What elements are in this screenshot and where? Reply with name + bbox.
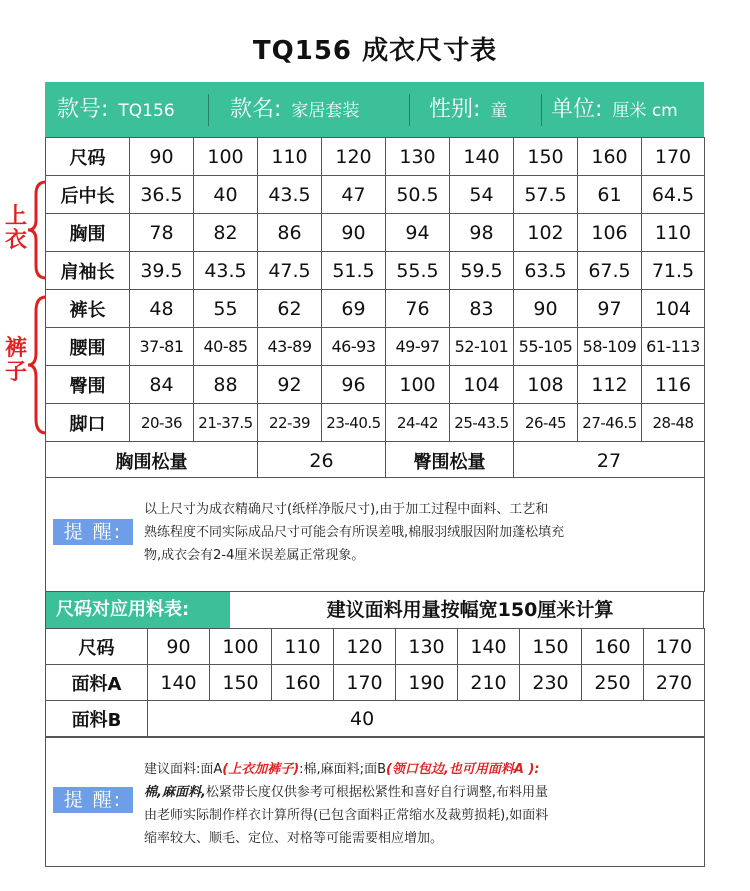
table-cell: 108 [514, 366, 578, 404]
header-divider [208, 94, 209, 126]
table-cell: 50.5 [386, 176, 450, 214]
size-cell: 100 [194, 138, 258, 176]
table-row [46, 290, 705, 328]
table-cell: 61 [578, 176, 642, 214]
table-cell: 40 [194, 176, 258, 214]
size-cell: 130 [386, 138, 450, 176]
table-cell: 150 [210, 665, 272, 701]
text-run: :棉,麻面料;面B [299, 762, 386, 777]
table-cell: 49-97 [386, 328, 450, 366]
fabric-b-label: 面料B [46, 701, 148, 737]
size-cell: 140 [458, 629, 520, 665]
table-cell: 100 [386, 366, 450, 404]
table-cell: 43.5 [194, 252, 258, 290]
fabric-size-row [46, 629, 705, 665]
ease-hip-label: 臀围松量 [386, 442, 514, 480]
row-label: 臀围 [46, 366, 130, 404]
table-row [46, 252, 705, 290]
fabric-a-row [46, 665, 705, 701]
size-table [45, 137, 705, 480]
reminder-box [45, 477, 705, 592]
ease-chest-value: 26 [258, 442, 386, 480]
fabric-usage-tag: 尺码对应用料表: [46, 592, 230, 628]
table-cell: 71.5 [642, 252, 705, 290]
style-no-field [57, 82, 175, 138]
reminder-line [144, 781, 699, 804]
table-cell: 88 [194, 366, 258, 404]
size-cell: 140 [450, 138, 514, 176]
style-name-label: 款名: [230, 97, 282, 122]
reminder-line [144, 758, 699, 781]
table-cell: 40-85 [194, 328, 258, 366]
size-cell: 150 [520, 629, 582, 665]
table-cell: 37-81 [130, 328, 194, 366]
table-cell: 170 [334, 665, 396, 701]
table-cell: 67.5 [578, 252, 642, 290]
style-name-value: 家居套装 [291, 101, 360, 121]
size-cell: 90 [130, 138, 194, 176]
top-garment-marker [4, 205, 28, 253]
size-cell: 150 [514, 138, 578, 176]
table-cell: 62 [258, 290, 322, 328]
table-cell: 94 [386, 214, 450, 252]
table-cell: 28-48 [642, 404, 705, 442]
table-cell: 55-105 [514, 328, 578, 366]
pants-marker [4, 337, 28, 385]
table-cell: 39.5 [130, 252, 194, 290]
size-header-label: 尺码 [46, 138, 130, 176]
table-cell: 46-93 [322, 328, 386, 366]
reminder-line: 物,成衣会有2-4厘米误差属正常现象。 [144, 548, 365, 563]
table-cell: 26-45 [514, 404, 578, 442]
table-cell: 82 [194, 214, 258, 252]
reminder-line: 熟练程度不同实际成品尺寸可能会有所误差哦,棉服羽绒服因附加蓬松填充 [144, 525, 565, 540]
table-cell: 116 [642, 366, 705, 404]
fabric-table [45, 628, 705, 737]
table-cell: 21-37.5 [194, 404, 258, 442]
ease-row [46, 442, 705, 480]
table-row [46, 214, 705, 252]
side-char: 子 [4, 360, 27, 385]
ease-chest-label: 胸围松量 [46, 442, 258, 480]
row-label: 腰围 [46, 328, 130, 366]
table-cell: 86 [258, 214, 322, 252]
header-bar [45, 82, 704, 138]
gender-value: 童 [490, 101, 508, 121]
table-cell: 230 [520, 665, 582, 701]
table-cell: 69 [322, 290, 386, 328]
reminder-box-2 [45, 737, 705, 867]
text-run: 建议面料:面A [144, 762, 223, 777]
table-cell: 47 [322, 176, 386, 214]
pants-brace-icon [26, 295, 48, 435]
page-title: TQ156 成衣尺寸表 [252, 36, 498, 66]
fabric-usage-note: 建议面料用量按幅宽150厘米计算 [326, 599, 614, 621]
size-header-row [46, 138, 705, 176]
table-cell: 51.5 [322, 252, 386, 290]
size-cell: 120 [334, 629, 396, 665]
reminder-tag: 提 醒: [53, 519, 133, 545]
table-cell: 104 [450, 366, 514, 404]
table-cell: 43-89 [258, 328, 322, 366]
highlight-run: (上衣加裤子) [222, 762, 300, 777]
table-cell: 48 [130, 290, 194, 328]
size-cell: 160 [578, 138, 642, 176]
unit-label: 单位: [551, 97, 603, 122]
reminder-text [144, 498, 699, 567]
size-cell: 120 [322, 138, 386, 176]
table-cell: 140 [148, 665, 210, 701]
fabric-usage-header [45, 591, 704, 629]
table-cell: 47.5 [258, 252, 322, 290]
table-row [46, 366, 705, 404]
table-cell: 96 [322, 366, 386, 404]
fabric-b-row [46, 701, 705, 737]
gender-field [429, 82, 507, 138]
table-cell: 83 [450, 290, 514, 328]
table-row [46, 328, 705, 366]
ease-hip-value: 27 [514, 442, 705, 480]
reminder-tag: 提 醒: [53, 787, 133, 813]
reminder-line: 缩率较大、顺毛、定位、对格等可能需要相应增加。 [144, 831, 444, 846]
style-no-label: 款号: [57, 97, 109, 122]
style-no-value: TQ156 [118, 101, 175, 121]
side-char: 上 [4, 204, 27, 229]
table-cell: 64.5 [642, 176, 705, 214]
size-cell: 130 [396, 629, 458, 665]
table-cell: 24-42 [386, 404, 450, 442]
table-cell: 23-40.5 [322, 404, 386, 442]
table-cell: 90 [322, 214, 386, 252]
table-cell: 102 [514, 214, 578, 252]
top-brace-icon [26, 180, 48, 280]
fabric-b-value: 40 [148, 701, 705, 737]
emphasis-run: 棉,麻面料, [144, 785, 206, 800]
row-label: 脚口 [46, 404, 130, 442]
table-row [46, 404, 705, 442]
table-cell: 20-36 [130, 404, 194, 442]
row-label: 胸围 [46, 214, 130, 252]
table-cell: 106 [578, 214, 642, 252]
table-cell: 43.5 [258, 176, 322, 214]
table-cell: 104 [642, 290, 705, 328]
fabric-a-label: 面料A [46, 665, 148, 701]
table-cell: 92 [258, 366, 322, 404]
row-label: 肩袖长 [46, 252, 130, 290]
table-cell: 110 [642, 214, 705, 252]
table-cell: 63.5 [514, 252, 578, 290]
table-cell: 78 [130, 214, 194, 252]
table-cell: 61-113 [642, 328, 705, 366]
table-cell: 97 [578, 290, 642, 328]
table-cell: 210 [458, 665, 520, 701]
row-label: 后中长 [46, 176, 130, 214]
table-cell: 27-46.5 [578, 404, 642, 442]
size-cell: 90 [148, 629, 210, 665]
table-cell: 36.5 [130, 176, 194, 214]
table-cell: 59.5 [450, 252, 514, 290]
table-cell: 55 [194, 290, 258, 328]
table-cell: 250 [582, 665, 644, 701]
table-cell: 76 [386, 290, 450, 328]
size-cell: 170 [642, 138, 705, 176]
table-cell: 190 [396, 665, 458, 701]
side-char: 衣 [4, 228, 27, 253]
style-name-field [230, 82, 359, 138]
reminder-line: 以上尺寸为成衣精确尺寸(纸样净版尺寸),由于加工过程中面料、工艺和 [144, 502, 549, 517]
size-cell: 160 [582, 629, 644, 665]
text-run: 松紧带长度仅供参考可根据松紧性和喜好自行调整,布料用量 [205, 785, 549, 800]
table-cell: 84 [130, 366, 194, 404]
size-cell: 170 [644, 629, 705, 665]
table-cell: 25-43.5 [450, 404, 514, 442]
table-cell: 22-39 [258, 404, 322, 442]
table-cell: 58-109 [578, 328, 642, 366]
table-cell: 52-101 [450, 328, 514, 366]
unit-value: 厘米 cm [612, 101, 678, 121]
highlight-run: (领口包边,也可用面料A ): [385, 762, 540, 777]
header-divider [541, 94, 542, 126]
table-cell: 54 [450, 176, 514, 214]
row-label: 裤长 [46, 290, 130, 328]
table-row [46, 176, 705, 214]
table-cell: 55.5 [386, 252, 450, 290]
unit-field [551, 82, 678, 138]
table-cell: 160 [272, 665, 334, 701]
reminder-text-2 [144, 758, 699, 850]
table-cell: 57.5 [514, 176, 578, 214]
table-cell: 270 [644, 665, 705, 701]
table-cell: 90 [514, 290, 578, 328]
side-char: 裤 [4, 336, 27, 361]
header-divider [409, 94, 410, 126]
size-cell: 110 [272, 629, 334, 665]
table-cell: 98 [450, 214, 514, 252]
size-cell: 110 [258, 138, 322, 176]
gender-label: 性别: [429, 97, 481, 122]
table-cell: 112 [578, 366, 642, 404]
fabric-size-label: 尺码 [46, 629, 148, 665]
size-cell: 100 [210, 629, 272, 665]
reminder-line: 由老师实际制作样衣计算所得(已包含面料正常缩水及裁剪损耗),如面料 [144, 808, 549, 823]
